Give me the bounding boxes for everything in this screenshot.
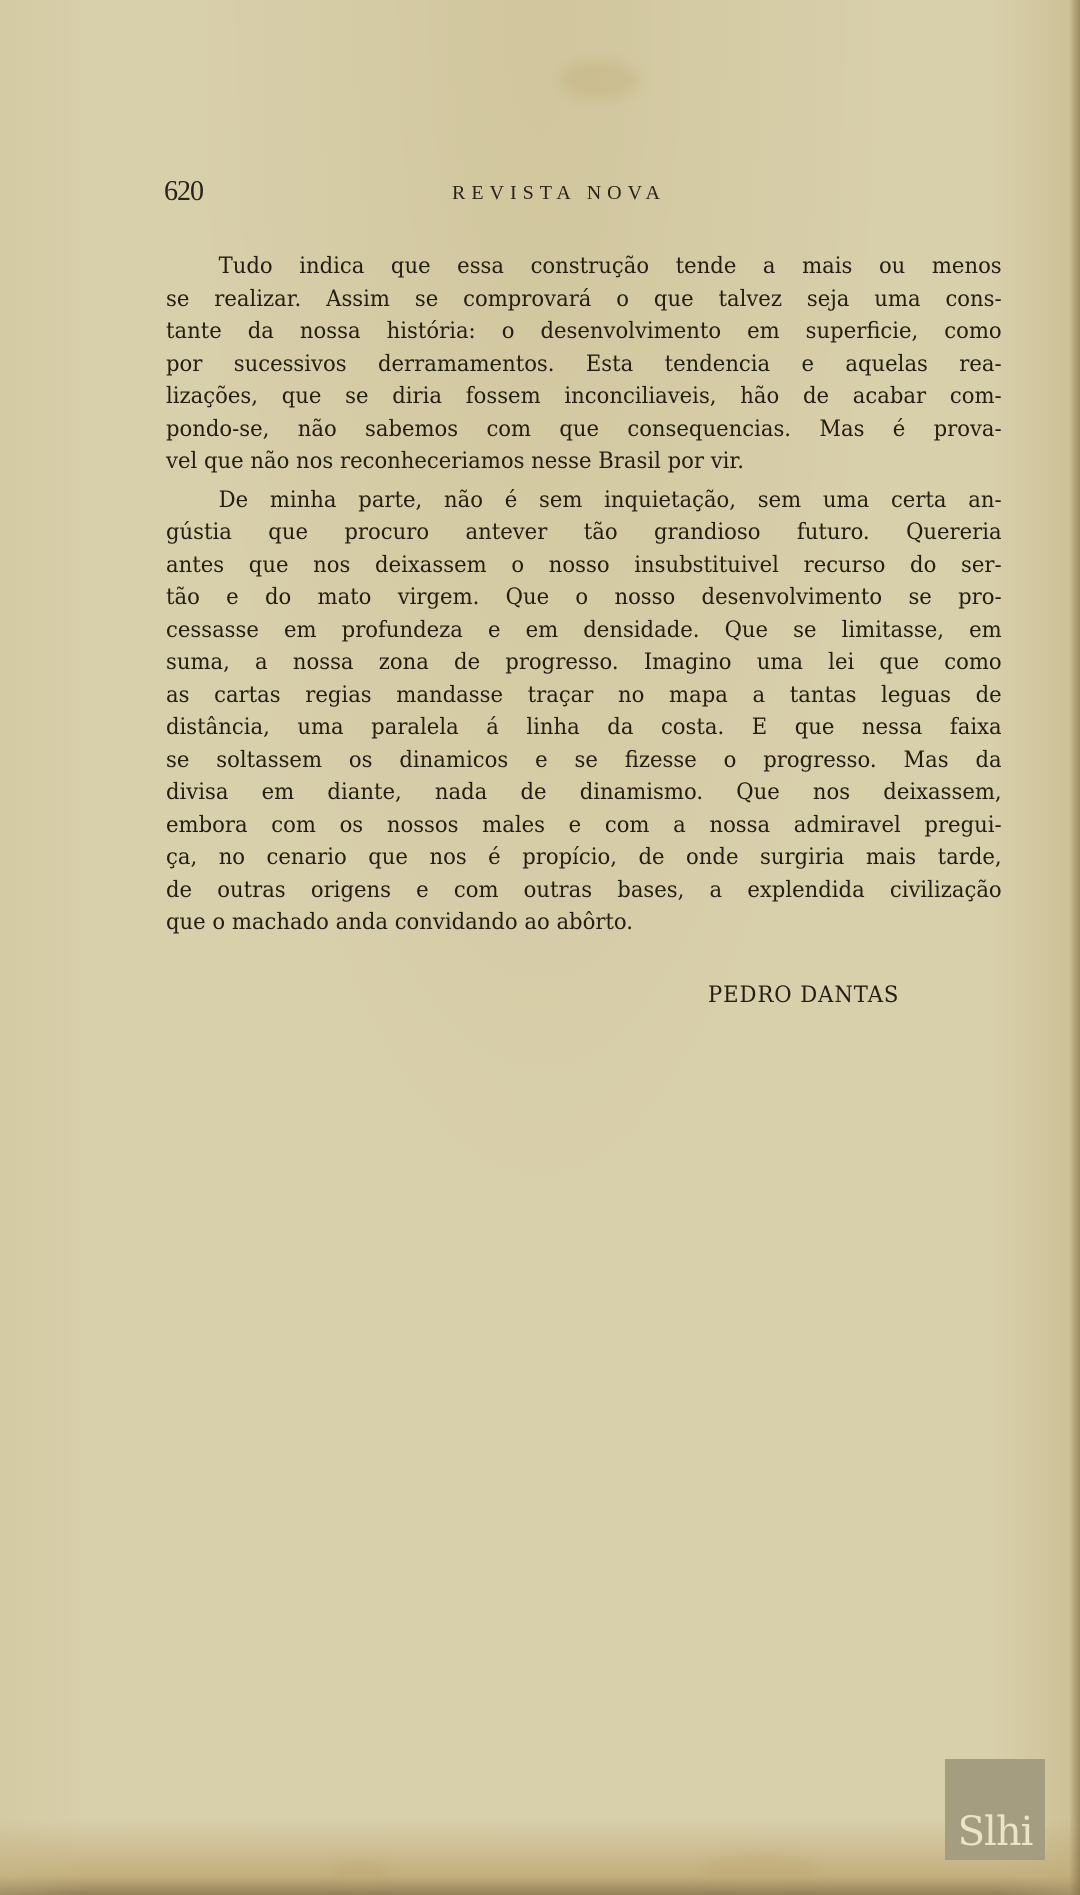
text-line: se soltassem os dinamicos e se fizesse o progresso. Mas da [166,746,1002,773]
text-line: lizações, que se diria fossem inconciliaveis, hão de acabar com- [166,383,1002,409]
paragraph [166,484,1002,939]
page-edge-shadow [1070,0,1080,1895]
text-line: divisa em diante, nada de dinamismo. Que nos deixassem, [166,779,1002,805]
text-line: vel que não nos reconheceriamos nesse Brasil por vir. [166,448,744,474]
text-line: por sucessivos derramamentos. Esta tendencia e aquelas rea- [166,350,1002,377]
author-signature: PEDRO DANTAS [708,982,900,1008]
text-line: cessasse em profundeza e em densidade. Que se limitasse, em [166,616,1002,643]
text-line: tão e do mato virgem. Que o nosso desenvolvimento se pro- [166,584,1002,610]
text-line: embora com os nossos males e com a nossa admiravel pregui- [166,811,1002,838]
running-title: REVISTA NOVA [452,182,666,204]
text-line: ça, no cenario que nos é propício, de onde surgiria mais tarde, [166,844,1002,870]
text-line: antes que nos deixassem o nosso insubstituivel recurso do ser- [166,551,1002,578]
watermark-text: Slhi [957,1809,1033,1855]
page-number: 620 [164,176,203,207]
text-line: gústia que procuro antever tão grandioso futuro. Quereria [166,519,1002,545]
text-line: suma, a nossa zona de progresso. Imagino uma lei que como [166,649,1002,675]
text-line: pondo-se, não sabemos com que consequencias. Mas é prova- [166,415,1002,442]
article-body [166,250,1002,939]
text-line: de outras origens e com outras bases, a explendida civilização [166,876,1002,903]
text-line: Tudo indica que essa construção tende a mais ou menos [218,253,1002,279]
text-line: tante da nossa história: o desenvolvimento em superficie, como [166,318,1002,344]
paper-stain [330,1860,390,1885]
text-line: De minha parte, não é sem inquietação, sem uma certa an- [218,486,1002,513]
text-line: distância, uma paralela á linha da costa. E que nessa faixa [166,714,1002,740]
paragraph [166,250,1002,478]
text-line: se realizar. Assim se comprovará o que talvez seja uma cons- [166,285,1002,312]
watermark-logo [945,1759,1045,1860]
text-line: as cartas regias mandasse traçar no mapa a tantas leguas de [166,681,1002,708]
paper-stain [560,60,640,100]
paper-stain [700,1855,820,1885]
text-line: que o machado anda convidando ao abôrto. [166,909,634,935]
page-header [164,176,724,212]
